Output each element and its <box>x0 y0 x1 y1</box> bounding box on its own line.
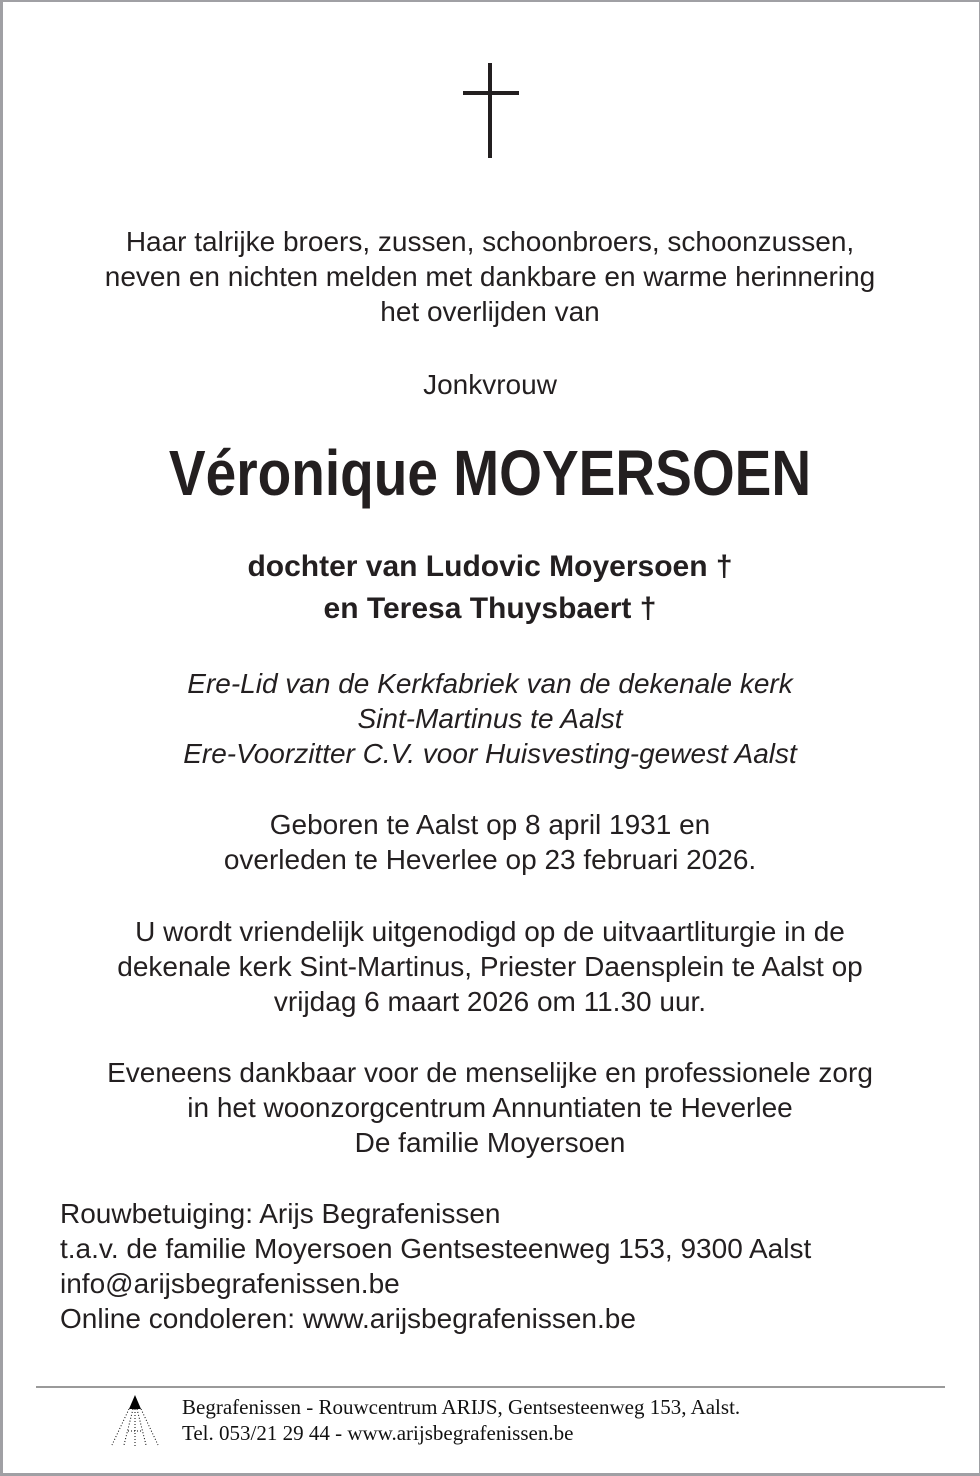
condolences <box>60 1196 960 1336</box>
condolence-line: t.a.v. de familie Moyersoen Gentsesteenweg 153, 9300 Aalst <box>60 1233 812 1264</box>
parents-line: en Teresa Thuysbaert † <box>323 592 657 625</box>
footer-contact: Tel. 053/21 29 44 - www.arijsbegrafenissen.be <box>182 1421 574 1445</box>
invitation <box>0 914 980 1019</box>
funeral-home-footer <box>182 1394 740 1446</box>
condolence-email: info@arijsbegrafenissen.be <box>60 1268 400 1299</box>
invitation-line: dekenale kerk Sint-Martinus, Priester Daensplein te Aalst op <box>117 951 863 982</box>
intro-line: Haar talrijke broers, zussen, schoonbroers, schoonzussen, <box>125 226 855 257</box>
parents-line: dochter van Ludovic Moyersoen † <box>247 550 733 583</box>
dates <box>0 807 980 877</box>
honor-line: Ere-Voorzitter C.V. voor Huisvesting-gewest Aalst <box>183 738 797 769</box>
deceased-name: Véronique MOYERSOEN <box>168 437 812 509</box>
condolence-website: Online condoleren: www.arijsbegrafenissen.be <box>60 1303 636 1334</box>
parents <box>0 546 980 630</box>
honor-line: Sint-Martinus te Aalst <box>357 703 623 734</box>
thanks-line: Eveneens dankbaar voor de menselijke en professionele zorg <box>107 1057 873 1088</box>
intro-line: het overlijden van <box>380 296 600 327</box>
honor-line: Ere-Lid van de Kerkfabriek van de dekenale kerk <box>187 668 793 699</box>
date-line: Geboren te Aalst op 8 april 1931 en <box>269 809 711 840</box>
thanks <box>0 1055 980 1160</box>
invitation-line: vrijdag 6 maart 2026 om 11.30 uur. <box>273 986 707 1017</box>
condolence-line: Rouwbetuiging: Arijs Begrafenissen <box>60 1198 501 1229</box>
funeral-home-logo-icon <box>108 1393 162 1449</box>
honorific: Jonkvrouw <box>423 369 557 400</box>
honors <box>0 666 980 771</box>
thanks-line: De familie Moyersoen <box>354 1127 626 1158</box>
intro-line: neven en nichten melden met dankbare en warme herinnering <box>104 261 876 292</box>
intro-text <box>0 224 980 329</box>
invitation-line: U wordt vriendelijk uitgenodigd op de uitvaartliturgie in de <box>135 916 845 947</box>
footer-address: Begrafenissen - Rouwcentrum ARIJS, Gentsesteenweg 153, Aalst. <box>182 1395 741 1419</box>
divider <box>36 1386 945 1388</box>
thanks-line: in het woonzorgcentrum Annuntiaten te Heverlee <box>187 1092 793 1123</box>
date-line: overleden te Heverlee op 23 februari 2026. <box>223 844 757 875</box>
